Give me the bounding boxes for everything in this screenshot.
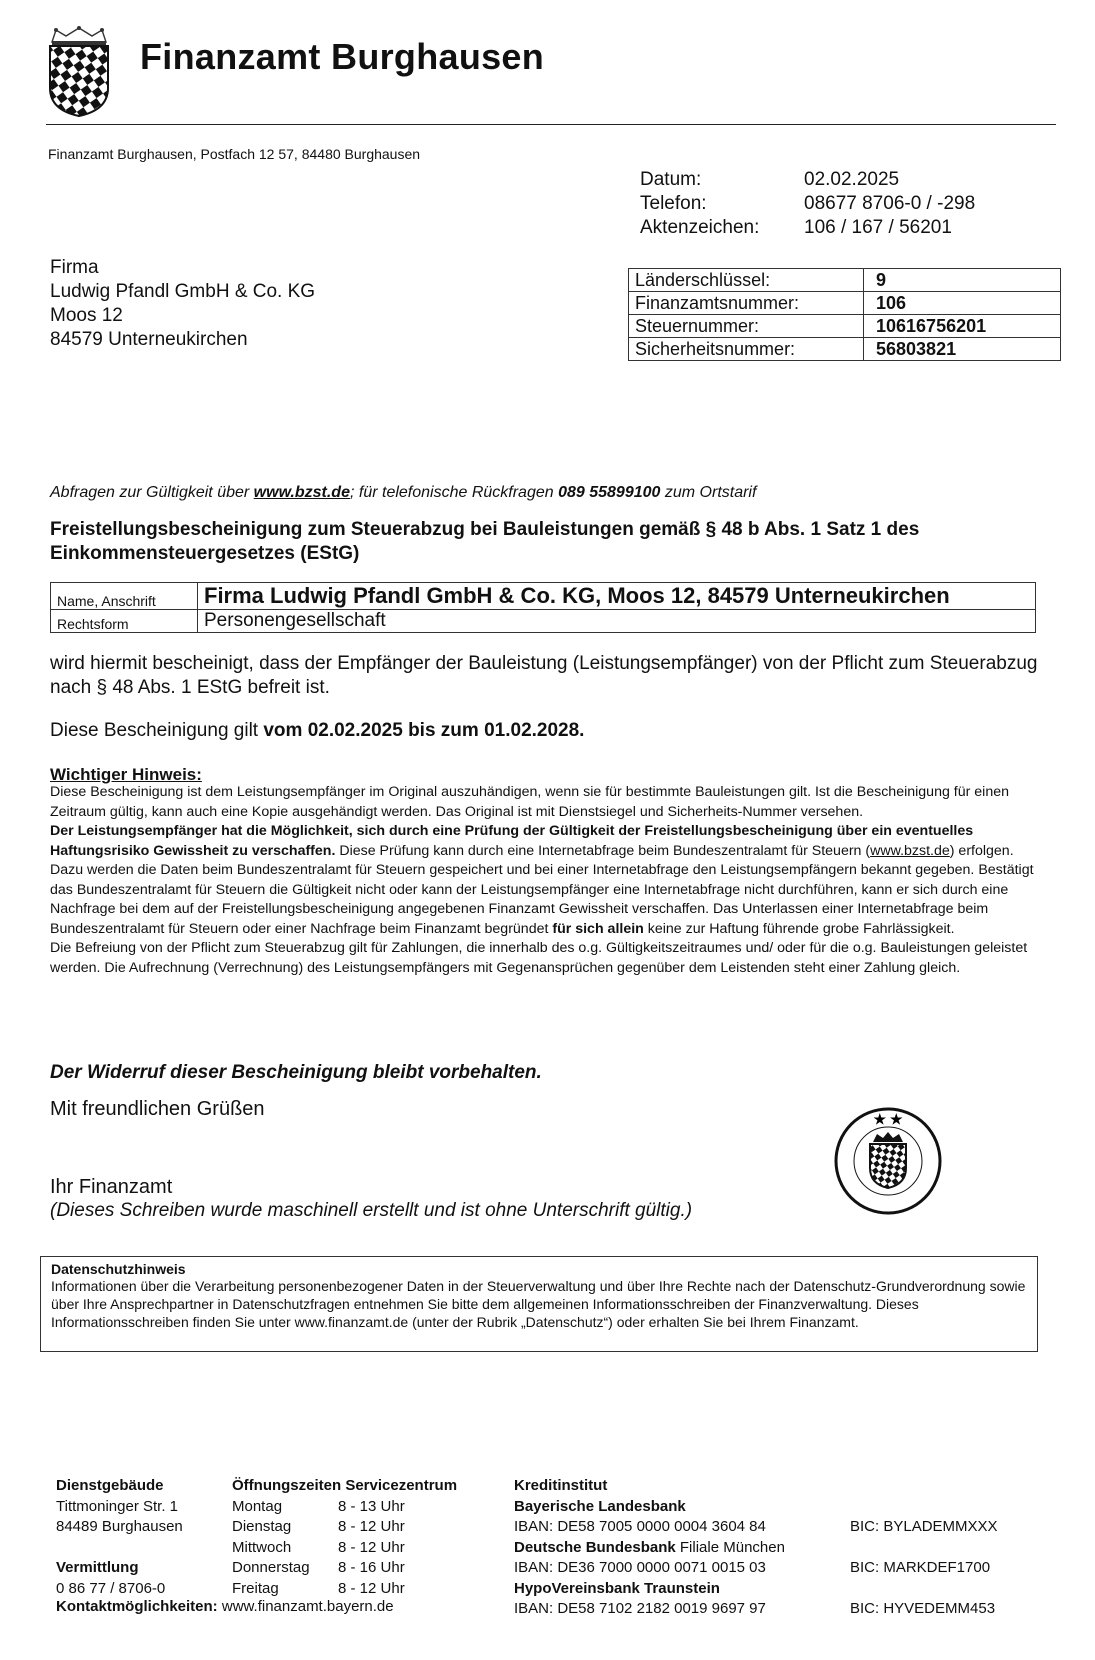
list-item: Mittwoch 8 - 12 Uhr [232, 1538, 405, 1556]
official-seal-icon [833, 1106, 943, 1216]
table-row: Name, Anschrift Firma Ludwig Pfandl GmbH & Co. KG, Moos 12, 84579 Unterneukirchen [51, 583, 1036, 610]
privacy-notice-text: Informationen über die Verarbeitung personenbezogener Daten in der Steuerverwaltung und über Ihre Rechte nach der Datenschutz-Grundverordnung sowie über Ihre Ansprechpartner in Datenschutzfragen entnehmen Sie bitte dem allgemeinen Informationsschreiben der Finanzverwaltung. Dieses Informationsschreiben finden Sie unter www.finanzamt.de (unter der Rubrik „Datenschutz“) oder erhalten Sie bei Ihrem Finanzamt. [51, 1278, 1026, 1330]
important-notice-title: Wichtiger Hinweis: [50, 765, 202, 784]
footer-bic-codes: BIC: BYLADEMMXXX BIC: MARKDEF1700 BIC: HYVEDEMM453 [850, 1518, 998, 1617]
list-item: Donnerstag 8 - 16 Uhr [232, 1559, 405, 1576]
machine-generated-note: (Dieses Schreiben wurde maschinell erstellt und ist ohne Unterschrift gültig.) [50, 1200, 693, 1221]
table-row: Länderschlüssel: 9 [629, 269, 1061, 292]
bzst-link[interactable]: www.bzst.de [253, 484, 350, 501]
document-heading: Freistellungsbescheinigung zum Steuerabzug bei Bauleistungen gemäß § 48 b Abs. 1 Satz 1 des Einkommensteuergesetzes (EStG) [50, 519, 920, 564]
hotline-number: 089 55899100 [558, 484, 661, 501]
list-item: Montag 8 - 13 Uhr [232, 1497, 405, 1515]
legal-form: Personengesellschaft [198, 610, 1036, 633]
validity-period: Diese Bescheinigung gilt vom 02.02.2025 bis zum 01.02.2028. [50, 720, 585, 741]
table-row: Steuernummer: 10616756201 [629, 315, 1061, 338]
letter-meta [640, 168, 975, 240]
bavarian-coat-of-arms-logo [46, 26, 112, 118]
certification-text: wird hiermit bescheinigt, dass der Empfänger der Bauleistung (Leistungsempfänger) von der Pflicht zum Steuerabzug nach § 48 Abs. 1 EStG befreit ist. [50, 653, 1038, 698]
privacy-notice-box [40, 1256, 1038, 1352]
recipient-address: Firma Ludwig Pfandl GmbH & Co. KG Moos 12 84579 Unterneukirchen [50, 257, 316, 350]
greeting: Mit freundlichen Grüßen [50, 1098, 265, 1120]
table-row: Finanzamtsnummer: 106 [629, 292, 1061, 315]
privacy-notice-title: Datenschutzhinweis [51, 1261, 186, 1277]
company-name-address: Firma Ludwig Pfandl GmbH & Co. KG, Moos 12, 84579 Unterneukirchen [198, 583, 1036, 610]
validity-query-line: Abfragen zur Gültigkeit über www.bzst.de; für telefonische Rückfragen 089 55899100 zum Ortstarif [50, 484, 757, 501]
footer-bank-details: Kreditinstitut Bayerische Landesbank IBAN: DE58 7005 0000 0004 3604 84 Deutsche Bundesbank Filiale München IBAN: DE36 7000 0000 0071 0015 03 HypoVereinsbank Traunstein IBAN: DE58 7102 2182 0019 9697 97 [514, 1477, 785, 1617]
table-row: Rechtsform Personengesellschaft [51, 610, 1036, 633]
meta-file-number: Aktenzeichen: 106 / 167 / 56201 [640, 217, 952, 238]
list-item: Freitag 8 - 12 Uhr [232, 1579, 405, 1597]
return-address: Finanzamt Burghausen, Postfach 12 57, 84480 Burghausen [48, 146, 421, 162]
footer-opening-hours: Öffnungszeiten Servicezentrum Montag 8 - 13 Uhr Dienstag 8 - 12 Uhr Mittwoch 8 - 12 Uhr Donnerstag 8 - 16 Uhr Freitag 8 - 12 Uhr [232, 1476, 457, 1599]
seal-lettering: ★ ★ [873, 1111, 903, 1127]
tax-id-table [628, 268, 1061, 361]
list-item: Dienstag 8 - 12 Uhr [232, 1518, 405, 1535]
closing: Ihr Finanzamt [50, 1176, 173, 1198]
important-notice-body: Diese Bescheinigung ist dem Leistungsempfänger im Original auszuhändigen, wenn sie für bestimmte Bauleistungen gilt. Ist die Bescheinigung für einen Zeitraum gültig, kann auch eine Kopie ausgehändigt werden. Das Original ist mit Dienstsiegel und Sicherheits-Nummer versehen. Der Leistungsempfänger hat die Möglichkeit, sich durch eine Prüfung der Gültigkeit der Freistellungsbescheinigung über ein eventuelles Haftungsrisiko Gewissheit zu verschaffen. Diese Prüfung kann durch eine Internetabfrage beim Bundeszentralamt für Steuern (www.bzst.de) erfolgen. Dazu werden die Daten beim Bundeszentralamt für Steuern gespeichert und bei einer Internetabfrage den Leistungsempfängern bekannt gegeben. Bestätigt das Bundeszentralamt für Steuern die Gültigkeit nicht oder kann der Leistungsempfänger eine Internetabfrage nicht durchführen, kann er sich durch eine Nachfrage bei dem auf der Freistellungsbescheinigung angegebenen Finanzamt Gewissheit verschaffen. Das Unterlassen einer Internetabfrage beim Bundeszentralamt für Steuern oder einer Nachfrage beim Finanzamt begründet für sich allein keine zur Haftung führende grobe Fahrlässigkeit. Die Befreiung von der Pflicht zum Steuerabzug gilt für Zahlungen, die innerhalb des o.g. Gültigkeitszeitraumes und/ oder für die o.g. Bauleistungen geleistet werden. Die Aufrechnung (Verrechnung) des Leistungsempfängers mit Gegenansprüchen gegenüber dem Leistenden steht einer Zahlung gleich. [50, 784, 1034, 976]
website-link[interactable]: www.finanzamt.bayern.de [221, 1598, 394, 1615]
footer-contact: Kontaktmöglichkeiten: www.finanzamt.bayern.de [56, 1598, 394, 1615]
footer-building: Dienstgebäude Tittmoninger Str. 1 84489 Burghausen Vermittlung 0 86 77 / 8706-0 [56, 1477, 183, 1597]
revocation-note: Der Widerruf dieser Bescheinigung bleibt vorbehalten. [50, 1062, 542, 1083]
company-table [50, 582, 1036, 633]
office-title: Finanzamt Burghausen [140, 36, 545, 77]
header-divider [46, 124, 1056, 125]
table-row: Sicherheitsnummer: 56803821 [629, 338, 1061, 361]
bzst-link[interactable]: www.bzst.de [870, 842, 950, 859]
meta-date: Datum: 02.02.2025 [640, 169, 900, 190]
meta-phone: Telefon: 08677 8706-0 / -298 [640, 193, 976, 214]
